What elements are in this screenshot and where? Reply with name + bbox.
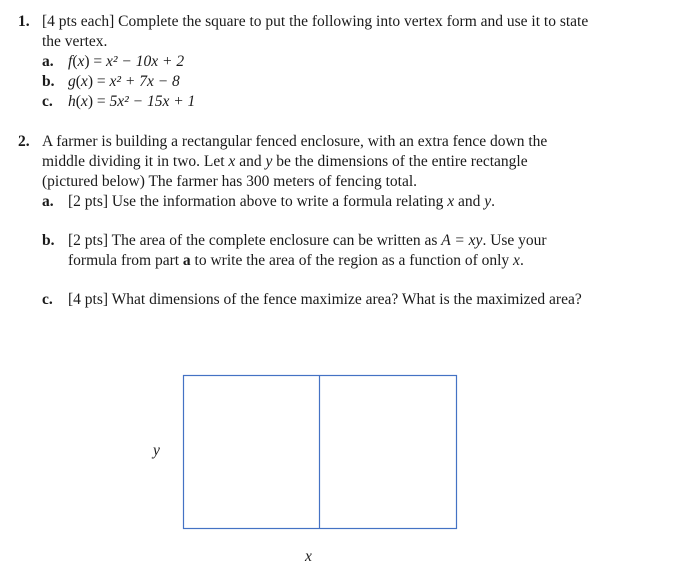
part-c-text: [4 pts] What dimensions of the fence maximize area? What is the maximized area? (68, 291, 582, 308)
function-expression: x² + 7x − 8 (109, 73, 180, 90)
text-segment: middle dividing it in two. Let (42, 153, 229, 170)
function-var: x (80, 73, 88, 90)
item-label: b. (42, 73, 55, 90)
text-segment: . Use your (482, 232, 547, 249)
item-label: c. (42, 93, 53, 110)
function-name: h (68, 93, 76, 110)
variable-x: x (513, 252, 520, 269)
problem-1-prompt-line2: the vertex. (42, 33, 108, 50)
function-name: f (68, 53, 73, 70)
function-name: g (68, 73, 76, 90)
part-reference: a (182, 252, 191, 269)
problem-1-prompt-line1: [4 pts each] Complete the square to put the following into vertex form and use it to state (42, 13, 589, 30)
problem-1-number: 1. (18, 13, 30, 30)
function-var: x (80, 93, 88, 110)
part-label: b. (42, 232, 55, 249)
function-expression: 5x² − 15x + 1 (109, 93, 196, 110)
variable-x: x (447, 193, 455, 210)
y-dimension-label: y (153, 442, 160, 459)
problem-1-item-a: a. f(x) = x² − 10x + 2 (42, 53, 185, 70)
text-segment: [2 pts] The area of the complete enclosure can be written as (68, 232, 442, 249)
text-segment: be the dimensions of the entire rectangle (272, 153, 528, 170)
text-segment: [2 pts] Use the information above to write a formula relating (68, 193, 448, 210)
text-segment: . (491, 193, 496, 210)
part-label: c. (42, 291, 53, 308)
problem-1-item-b: b. g(x) = x² + 7x − 8 (42, 73, 180, 90)
problem-2-number: 2. (18, 133, 30, 150)
area-equation: A = xy (441, 232, 483, 249)
item-label: a. (42, 53, 54, 70)
function-var: x (77, 53, 85, 70)
text-segment: formula from part (68, 252, 183, 269)
problem-2-line3: (pictured below) The farmer has 300 meters of fencing total. (42, 173, 418, 190)
text-segment: . (519, 252, 524, 269)
text-segment: and (235, 153, 266, 170)
problem-1-item-c: c. h(x) = 5x² − 15x + 1 (42, 93, 196, 110)
variable-x: x (228, 153, 236, 170)
x-dimension-label: x (305, 548, 312, 565)
function-expression: x² − 10x + 2 (106, 53, 185, 70)
variable-y: y (265, 153, 273, 170)
text-segment: to write the area of the region as a function of only (190, 252, 514, 269)
part-label: a. (42, 193, 54, 210)
problem-2-line1: A farmer is building a rectangular fenced enclosure, with an extra fence down the (42, 133, 548, 150)
variable-y: y (484, 193, 492, 210)
text-segment: and (454, 193, 485, 210)
